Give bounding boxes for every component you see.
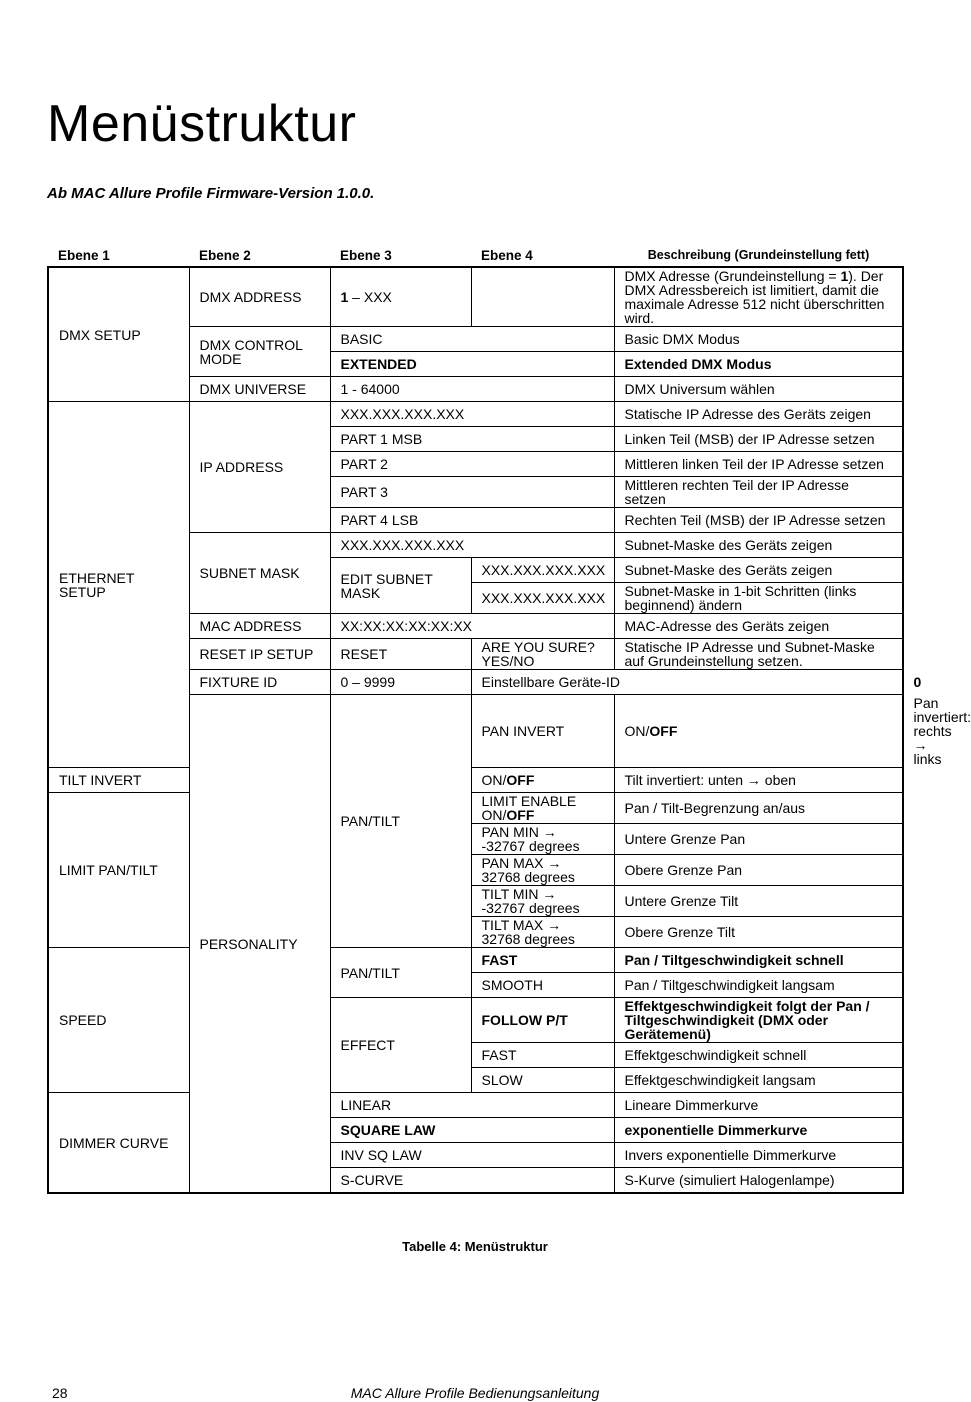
table-cell [471,583,614,614]
cell-text: Basic DMX Modus [624,331,740,347]
cell-text: PAN/TILT [340,964,400,981]
cell-text: exponentielle Dimmerkurve [624,1122,808,1138]
cell-text: FOLLOW P/T [481,1012,568,1028]
cell-text: Subnet-Maske in 1-bit Schritten (links beginnend) ändern [624,583,857,613]
cell-text: Subnet-Maske des Geräts zeigen [624,562,833,578]
cell-text: Subnet-Maske des Geräts zeigen [624,537,833,553]
table-cell [614,402,903,427]
table-cell [330,402,614,427]
table-cell [330,1143,614,1168]
cell-text: EDIT SUBNET MASK [340,570,433,601]
table-cell [330,377,614,402]
cell-text-suffix: – XXX [348,289,392,305]
cell-text: XXX.XXX.XXX.XXX [340,537,465,553]
table-cell [614,533,903,558]
cell-text: XXX.XXX.XXX.XXX [481,562,606,578]
table-cell [614,886,903,917]
table-cell [471,670,903,695]
table-cell [614,614,903,639]
table-cell [614,352,903,377]
table-cell [189,327,330,377]
cell-text: SPEED [59,1012,107,1028]
table-cell [189,695,330,1194]
cell-text: OFF [649,723,678,739]
cell-text: Effektgeschwindigkeit folgt der Pan / Tiltgeschwindigkeit (DMX oder Gerätemenü) [624,998,870,1042]
table-cell [614,948,903,973]
table-cell [614,1068,903,1093]
cell-text: MAC ADDRESS [199,618,302,634]
cell-text: XXX.XXX.XXX.XXX [481,590,606,606]
table-cell [471,917,614,948]
table-row [48,768,903,793]
cell-text-suffix: ). Der DMX Adressbereich ist limitiert, damit die maximale Adresse 512 nicht überschritten wird. [624,268,885,326]
cell-text: LIMIT PAN/TILT [59,862,158,878]
cell-text: Linken Teil (MSB) der IP Adresse setzen [624,431,875,447]
cell-text: PAN MAX → 32768 degrees [481,855,575,885]
cell-text: SUBNET MASK [199,565,300,581]
table-cell [330,452,614,477]
cell-text: PERSONALITY [199,935,298,952]
table-cell [471,558,614,583]
cell-text-prefix: ON/ [481,772,507,788]
cell-text: 1 - 64000 [340,381,400,397]
cell-text: BASIC [340,331,383,347]
table-cell [614,327,903,352]
cell-text: 0 – 9999 [340,674,395,690]
cell-text: Mittleren rechten Teil der IP Adresse setzen [624,477,849,507]
table-cell [471,768,614,793]
cell-text: Mittleren linken Teil der IP Adresse setzen [624,456,884,472]
cell-text: INV SQ LAW [340,1147,422,1163]
cell-text: Effektgeschwindigkeit schnell [624,1047,807,1063]
table-cell [614,1118,903,1143]
table-cell [471,695,614,768]
cell-text: Untere Grenze Tilt [624,893,739,909]
cell-text: Invers exponentielle Dimmerkurve [624,1147,837,1163]
cell-text: DMX UNIVERSE [199,381,307,397]
table-cell [330,1118,614,1143]
table-row [48,402,903,427]
table-cell [330,670,471,695]
table-cell [189,533,330,614]
cell-text: LINEAR [340,1097,392,1113]
table-row [48,1093,903,1118]
page-subtitle: Ab MAC Allure Profile Firmware-Version 1.0.0. [47,185,375,202]
header-level-2: Ebene 2 [199,247,251,263]
header-level-1: Ebene 1 [58,247,110,263]
cell-text: FAST [481,1047,517,1063]
table-cell [471,886,614,917]
cell-text-prefix: LIMIT ENABLE ON/ [481,793,577,823]
table-cell [330,508,614,533]
cell-text: PAN INVERT [481,723,565,739]
table-cell [614,477,903,508]
cell-text: TILT INVERT [59,772,142,788]
cell-text: PART 4 LSB [340,512,419,528]
table-caption: Tabelle 4: Menüstruktur [402,1239,548,1254]
cell-text: SLOW [481,1072,523,1088]
cell-text: Obere Grenze Tilt [624,924,735,940]
table-cell [614,1143,903,1168]
table-cell [189,670,330,695]
page-title: Menüstruktur [47,95,357,153]
table-cell [330,327,614,352]
cell-text: TILT MAX → 32768 degrees [481,917,575,947]
table-cell [330,639,471,670]
cell-text: S-CURVE [340,1172,404,1188]
table-cell [330,1093,614,1118]
table-cell [189,614,330,639]
cell-text: MAC-Adresse des Geräts zeigen [624,618,830,634]
table-cell [189,402,330,533]
table-cell [471,639,614,670]
cell-text: SQUARE LAW [340,1122,436,1138]
table-cell [471,824,614,855]
table-cell [330,533,614,558]
cell-text: EFFECT [340,1037,395,1053]
cell-text: Lineare Dimmerkurve [624,1097,759,1113]
cell-text: Pan invertiert: rechts → links [913,695,971,767]
table-cell [471,1068,614,1093]
table-cell [48,402,189,768]
cell-text: DMX Universum wählen [624,381,775,397]
table-cell [48,793,189,948]
table-cell [471,998,614,1043]
cell-text: ARE YOU SURE? YES/NO [481,639,595,669]
cell-text: RESET [340,646,388,662]
table-cell [614,998,903,1043]
cell-text: PART 3 [340,484,388,500]
table-cell [614,427,903,452]
table-cell [471,973,614,998]
table-header-row [48,244,903,267]
cell-text: DMX ADDRESS [199,289,302,305]
table-cell [614,768,903,793]
cell-text: 1 [340,289,349,305]
table-cell [614,855,903,886]
cell-text: Statische IP Adresse des Geräts zeigen [624,406,871,422]
table-body [48,267,971,1193]
table-cell [614,973,903,998]
cell-text: ETHERNET SETUP [59,569,135,600]
table-cell [614,508,903,533]
header-level-3: Ebene 3 [340,247,392,263]
table-cell [189,267,330,327]
footer-document-title: MAC Allure Profile Bedienungsanleitung [350,1385,600,1401]
cell-text: DMX CONTROL MODE [199,336,303,367]
table-cell [471,855,614,886]
table-cell [189,639,330,670]
table-cell [614,377,903,402]
table-cell [330,427,614,452]
table-cell [330,614,614,639]
table-cell [330,477,614,508]
header-level-4: Ebene 4 [481,247,533,263]
cell-text: OFF [506,807,535,823]
cell-text: PAN/TILT [340,813,400,829]
table-cell [614,917,903,948]
cell-text: DMX SETUP [59,326,141,343]
table-cell [614,793,903,824]
table-cell [471,948,614,973]
cell-text: OFF [506,772,535,788]
cell-text: SMOOTH [481,977,543,993]
table-cell [614,1093,903,1118]
cell-text: 0 [913,674,922,690]
cell-text: Effektgeschwindigkeit langsam [624,1072,816,1088]
cell-text: Pan / Tiltgeschwindigkeit schnell [624,952,844,968]
cell-text: Tilt invertiert: unten → oben [624,772,796,788]
cell-text: Rechten Teil (MSB) der IP Adresse setzen [624,512,886,528]
cell-text-prefix: DMX Adresse (Grundeinstellung = [624,268,841,284]
table-cell [614,639,903,670]
table-cell [48,267,189,402]
table-cell [330,695,471,948]
table-cell [614,267,903,327]
cell-text: PART 2 [340,456,388,472]
table-cell [614,1168,903,1194]
table-cell [48,768,189,793]
cell-text: 1 [840,268,849,284]
cell-text: IP ADDRESS [199,459,284,475]
table-row [48,948,903,973]
table-cell [330,558,471,614]
cell-text: S-Kurve (simuliert Halogenlampe) [624,1172,835,1188]
cell-text: EXTENDED [340,356,417,372]
cell-text: FIXTURE ID [199,674,278,690]
cell-text: TILT MIN → -32767 degrees [481,886,580,916]
page-number: 28 [52,1385,68,1401]
table-cell [471,267,614,327]
table-row [48,267,903,327]
table-cell [614,824,903,855]
table-cell [330,948,471,998]
cell-text: PART 1 MSB [340,431,423,447]
cell-text: Extended DMX Modus [624,356,772,372]
table-cell [614,558,903,583]
table-cell [330,1168,614,1194]
table-cell [471,1043,614,1068]
cell-text: RESET IP SETUP [199,646,314,662]
cell-text: Einstellbare Geräte-ID [481,674,621,690]
table-cell [330,352,614,377]
table-cell [330,267,471,327]
cell-text: Obere Grenze Pan [624,862,743,878]
table-cell [614,695,903,768]
table-row [48,793,903,824]
cell-text: XX:XX:XX:XX:XX:XX [340,618,473,634]
cell-text: Statische IP Adresse und Subnet-Maske auf Grundeinstellung setzen. [624,639,875,669]
menu-structure-table [47,244,971,1194]
cell-text: Untere Grenze Pan [624,831,746,847]
table-cell [614,583,903,614]
cell-text: XXX.XXX.XXX.XXX [340,406,465,422]
header-description: Beschreibung (Grundeinstellung fett) [647,248,870,262]
cell-text: Pan / Tiltgeschwindigkeit langsam [624,977,835,993]
table-cell [189,377,330,402]
table-cell [48,1093,189,1194]
table-cell [330,998,471,1093]
table-cell [48,948,189,1093]
table-cell [614,1043,903,1068]
table-cell [471,793,614,824]
table-cell [614,452,903,477]
cell-text: Pan / Tilt-Begrenzung an/aus [624,800,806,816]
cell-text: DIMMER CURVE [59,1134,169,1151]
cell-text: PAN MIN → -32767 degrees [481,824,580,854]
cell-text: FAST [481,952,518,968]
cell-text-prefix: ON/ [624,723,650,739]
